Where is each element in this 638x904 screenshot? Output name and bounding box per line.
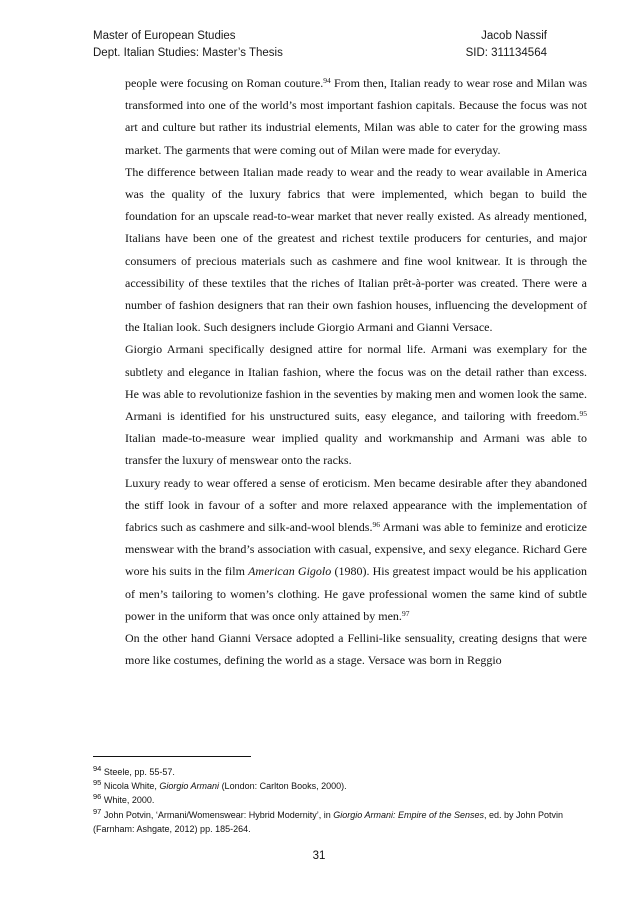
- footnote-book-title: Giorgio Armani: Empire of the Senses: [333, 809, 484, 820]
- footnote-text: John Potvin, ‘Armani/Womenswear: Hybrid Modernity’, in: [101, 809, 334, 820]
- footnotes: [93, 765, 588, 836]
- paragraph-3-text-b: Italian made-to-measure wear implied quality and workmanship and Armani was able to transfer the luxury of menswear onto the racks.: [125, 431, 587, 468]
- footnote-text: Steele, pp. 55-57.: [101, 767, 175, 777]
- footnote-book-title: Giorgio Armani: [159, 781, 220, 792]
- paragraph-5: On the other hand Gianni Versace adopted a Fellini-like sensuality, creating designs that were more like costumes, defining the world as a stage. Versace was born in Reggio: [125, 631, 587, 668]
- page-number: 31: [312, 850, 326, 862]
- footnote-text: White, 2000.: [101, 795, 155, 806]
- footnote-number: 95: [93, 778, 102, 788]
- footnote-ref-96[interactable]: 96: [372, 520, 380, 530]
- paragraph-4-text-b: Armani was able to feminize and eroticize menswear with the brand’s association with casual, expensive, and sexy elegance. Richard Gere wore his suits in the film: [125, 520, 587, 579]
- body-text: [125, 72, 587, 671]
- header-sid: SID: 311134564: [465, 47, 547, 59]
- footnote-text: Nicola White,: [101, 781, 160, 792]
- footnote-text: (London: Carlton Books, 2000).: [219, 781, 347, 792]
- header-author: Jacob Nassif: [481, 30, 547, 42]
- footnote-number: 97: [93, 806, 102, 816]
- footnote-ref-95[interactable]: 95: [579, 409, 587, 419]
- footnote-divider: [93, 756, 251, 757]
- paragraph-1-text-a: people were focusing on Roman couture.: [125, 76, 324, 90]
- header-program: Master of European Studies: [93, 30, 236, 42]
- paragraph-4-text-a: Luxury ready to wear offered a sense of eroticism. Men became desirable after they abandoned the stiff look in favour of a softer and more relaxed appearance with the implementation of fabrics such as cashmere and silk-and-wool blends.: [125, 475, 587, 535]
- footnote-text: , ed. by John Potvin (Farnham: Ashgate, 2012) pp. 185-264.: [93, 809, 564, 834]
- paragraph-4: [125, 472, 587, 627]
- footnote-ref-97[interactable]: 97: [401, 608, 410, 618]
- paragraph-2: The difference between Italian made ready to wear and the ready to wear available in America was the quality of the luxury fabrics that were implemented, which began to build the foundation for an upscale read-to-wear market that never really existed. As already mentioned, Italians have been one of the greatest and richest textile producers for centuries, and major consumers of precious materials such as cashmere and fine wool knitwear. It is through the accessibility of these textiles that the riches of Italian prêt-à-porter was created. There were a number of fashion designers that ran their own fashion houses, influencing the development of the Italian look. Such designers include Giorgio Armani and Gianni Versace.: [125, 164, 587, 335]
- footnote-number: 96: [93, 792, 102, 802]
- footnote-ref-94[interactable]: 94: [323, 76, 331, 85]
- footnote-97: [93, 808, 588, 836]
- paragraph-1: [125, 72, 587, 161]
- paragraph-1-text-b: From then, Italian ready to wear rose and Milan was transformed into one of the world’s most important fashion capitals. Because the focus was not art and culture but rather its industrial elements, Milan was able to cater for the growing mass market. The garments that were coming out of Milan were made for everyday.: [125, 76, 587, 157]
- footnote-95: [93, 779, 588, 793]
- footnote-96: [93, 793, 588, 807]
- paragraph-3: [125, 338, 587, 471]
- film-title: American Gigolo: [248, 564, 332, 579]
- paragraph-3-text-a: Giorgio Armani specifically designed attire for normal life. Armani was exemplary for the subtlety and elegance in Italian fashion, where the focus was on the detail rather than excess. He was able to revolutionize fashion in the seventies by making men and women look the same. Armani is identified for his unstructured suits, easy elegance, and tailoring with freedom.: [125, 342, 587, 424]
- footnote-number: 94: [93, 764, 102, 773]
- footnote-94: [93, 765, 588, 779]
- header-subtitle: Dept. Italian Studies: Master’s Thesis: [93, 47, 283, 59]
- page-header: [93, 28, 547, 62]
- paragraph-4-text-c: (1980). His greatest impact would be his application of men’s tailoring to women’s clothing. He gave professional women the same kind of subtle power in the uniform that was once only attained by men.: [125, 564, 587, 623]
